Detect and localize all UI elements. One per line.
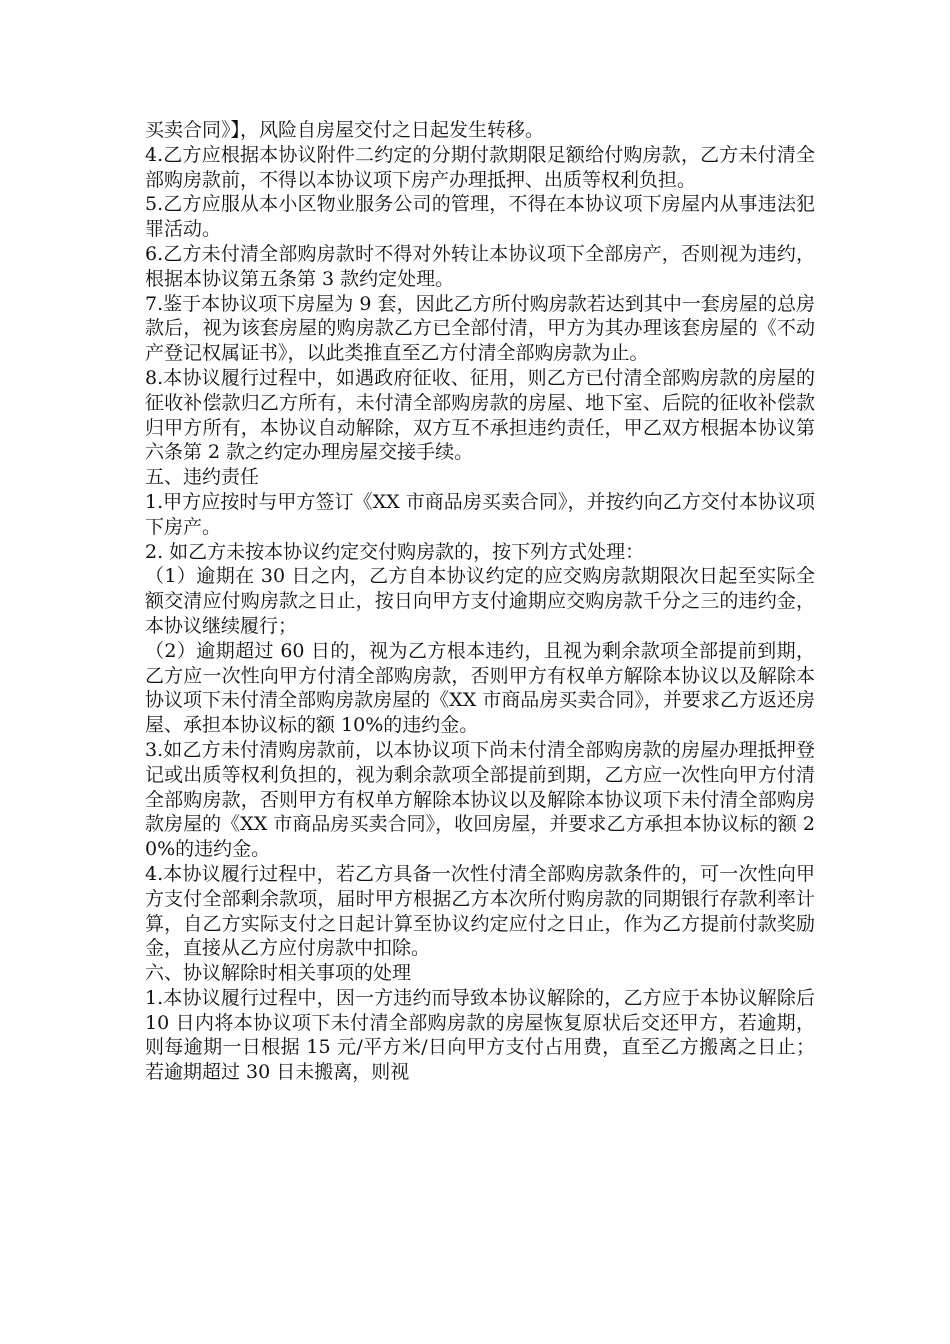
section-heading-termination-matters: 六、协议解除时相关事项的处理 xyxy=(145,962,412,985)
section-heading-breach-liability: 五、违约责任 xyxy=(145,466,260,489)
paragraph-clause-8-expropriation: 8.本协议履行过程中，如遇政府征收、征用，则乙方已付清全部购房款的房屋的征收补偿款归乙方所有，未付清全部购房款的房屋、地下室、后院的征收补偿款归甲方所有，本协议自动解除，双方互不承担违约责任，甲乙双方根据本协议第六条第 2 款之约定办理房屋交接手续。 xyxy=(145,366,815,464)
paragraph-clause-5-property-management: 5.乙方应服从本小区物业服务公司的管理，不得在本协议项下房屋内从事违法犯罪活动。 xyxy=(145,193,815,241)
paragraph-breach-2-1-within-30-days: （1）逾期在 30 日之内，乙方自本协议约定的应交购房款期限次日起至实际全额交清应付购房款之日止，按日向甲方支付逾期应交购房款千分之三的违约金，本协议继续履行； xyxy=(145,565,815,637)
paragraph-breach-4-early-payment: 4.本协议履行过程中，若乙方具备一次性付清全部购房款条件的，可一次性向甲方支付全部剩余款项，届时甲方根据乙方本次所付购房款的同期银行存款利率计算，自乙方实际支付之日起计算至协议约定应付之日止，作为乙方提前付款奖励金，直接从乙方应付房款中扣除。 xyxy=(145,862,815,960)
paragraph-breach-2-late-payment: 2. 如乙方未按本协议约定交付购房款的，按下列方式处理： xyxy=(145,540,645,563)
paragraph-breach-1-seller-obligation: 1.甲方应按时与甲方签订《XX 市商品房买卖合同》，并按约向乙方交付本协议项下房产。 xyxy=(145,490,815,538)
paragraph-clause-6-transfer-restriction: 6.乙方未付清全部购房款时不得对外转让本协议项下全部房产，否则视为违约，根据本协议第五条第 3 款约定处理。 xyxy=(145,242,815,290)
document-body xyxy=(145,118,815,1085)
paragraph-clause-4-installment: 4.乙方应根据本协议附件二约定的分期付款期限足额给付购房款，乙方未付清全部购房款前，不得以本协议项下房产办理抵押、出质等权利负担。 xyxy=(145,143,815,191)
paragraph-risk-transfer: 买卖合同》】，风险自房屋交付之日起发生转移。 xyxy=(145,119,545,141)
paragraph-termination-1-return-property: 1.本协议履行过程中，因一方违约而导致本协议解除的，乙方应于本协议解除后 10 日内将本协议项下未付清全部购房款的房屋恢复原状后交还甲方，若逾期，则每逾期一日根据 15 元/平方米/日向甲方支付占用费，直至乙方搬离之日止；若逾期超过 30 日未搬离，则视 xyxy=(145,986,815,1084)
paragraph-clause-7-title-certificate: 7.鉴于本协议项下房屋为 9 套，因此乙方所付购房款若达到其中一套房屋的总房款后，视为该套房屋的购房款乙方已全部付清，甲方为其办理该套房屋的《不动产登记权属证书》，以此类推直至乙方付清全部购房款为止。 xyxy=(145,292,815,365)
paragraph-breach-3-encumbrance: 3.如乙方未付清购房款前，以本协议项下尚未付清全部购房款的房屋办理抵押登记或出质等权利负担的，视为剩余款项全部提前到期，乙方应一次性向甲方付清全部购房款，否则甲方有权单方解除本协议以及解除本协议项下未付清全部购房款房屋的《XX 市商品房买卖合同》，收回房屋，并要求乙方承担本协议标的额 20%的违约金。 xyxy=(145,738,815,861)
paragraph-breach-2-2-over-60-days: （2）逾期超过 60 日的，视为乙方根本违约，且视为剩余款项全部提前到期，乙方应一次性向甲方付清全部购房款，否则甲方有权单方解除本协议以及解除本协议项下未付清全部购房款房屋的《XX 市商品房买卖合同》，并要求乙方返还房屋、承担本协议标的额 10%的违约金。 xyxy=(145,639,815,737)
